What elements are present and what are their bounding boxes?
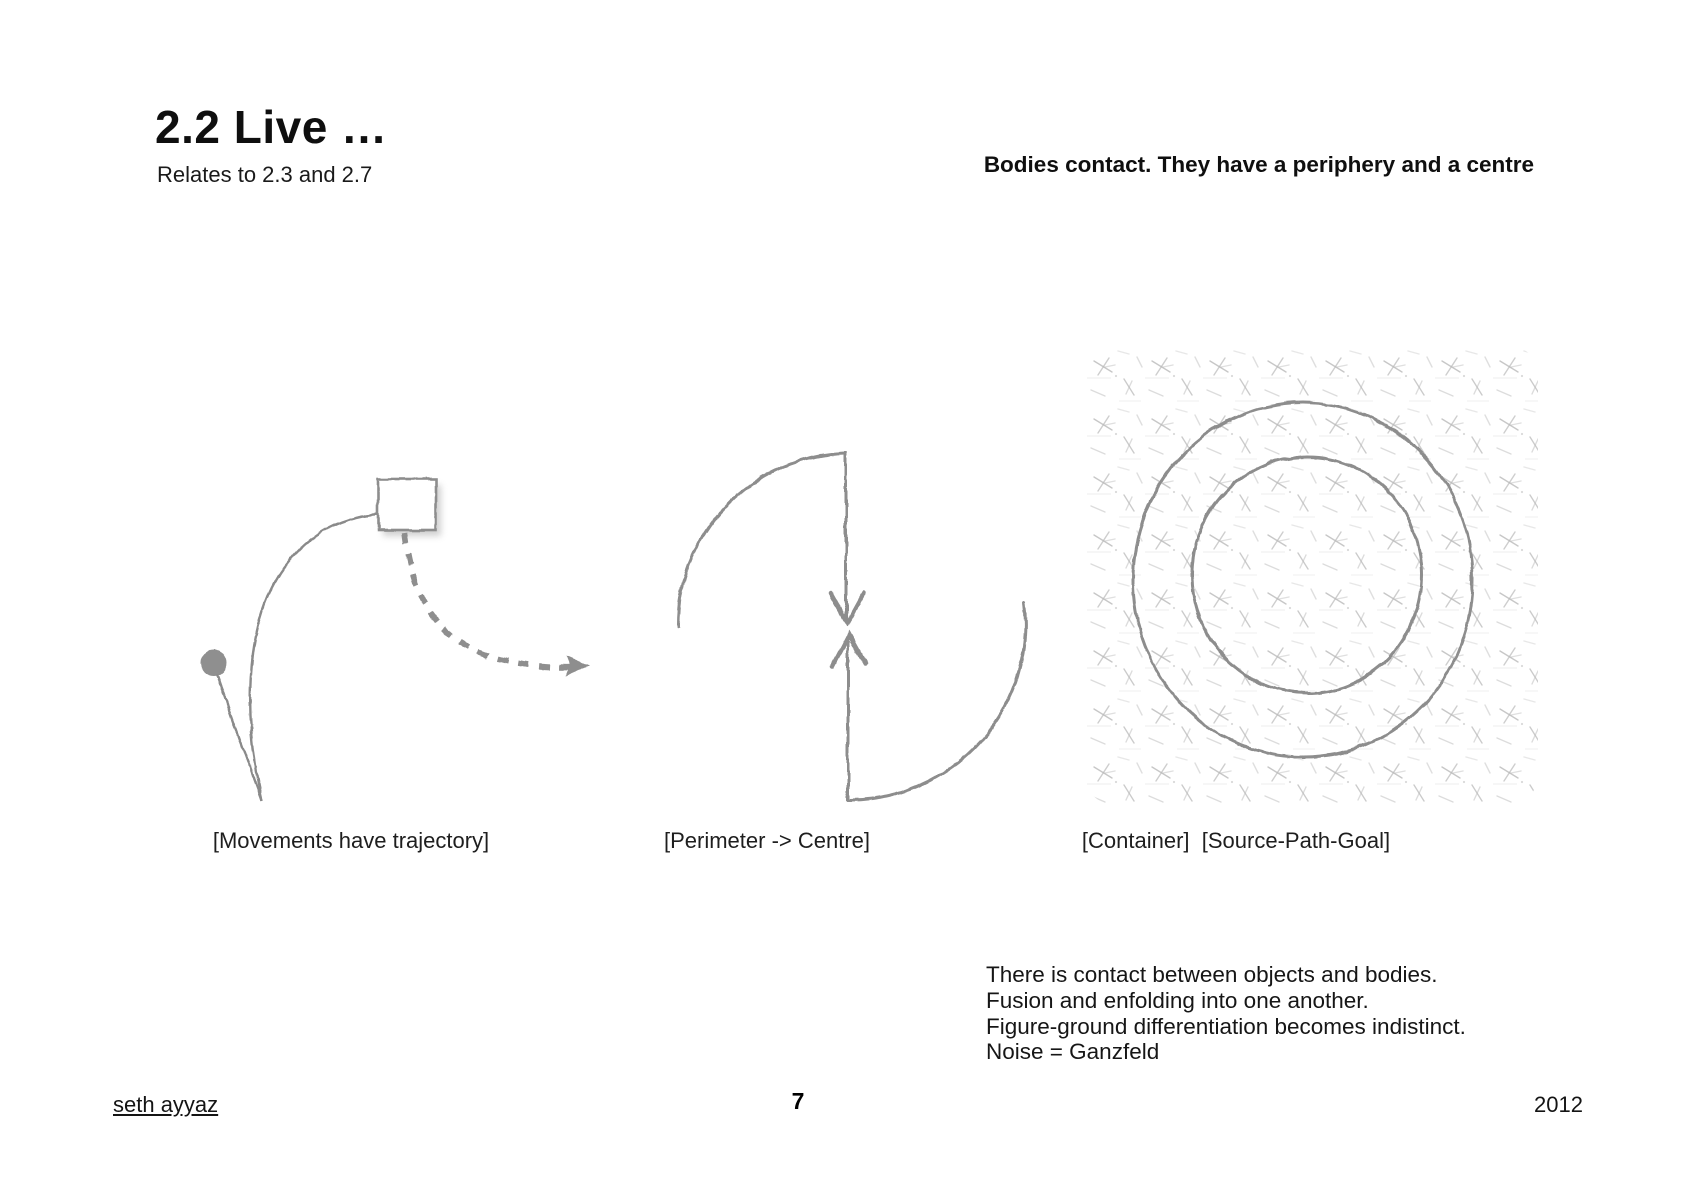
footer-year: 2012 — [1534, 1092, 1583, 1117]
headline-text: Bodies contact. They have a periphery and a centre — [983, 152, 1534, 177]
figure-label-trajectory: [Movements have trajectory] — [212, 828, 490, 853]
perimeter-centre-diagram — [620, 430, 1060, 820]
trajectory-line — [217, 674, 262, 800]
notes-block — [986, 962, 1466, 1065]
footer-author: seth ayyaz — [113, 1092, 219, 1117]
page-number: 7 — [791, 1088, 805, 1114]
page-subtitle: Relates to 2.3 and 2.7 — [157, 162, 373, 187]
start-dot — [201, 650, 227, 676]
note-line: Fusion and enfolding into one another. — [986, 987, 1369, 1013]
trajectory-curve — [250, 514, 378, 800]
motion-dashed-arrow — [405, 533, 573, 667]
figure-label-perimeter: [Perimeter -> Centre] — [663, 828, 870, 853]
note-line: There is contact between objects and bodies. — [986, 962, 1438, 987]
note-line: Figure-ground differentiation becomes indistinct. — [986, 1013, 1466, 1039]
figure-label-container: [Container] [Source-Path-Goal] — [1081, 828, 1391, 853]
trajectory-diagram — [140, 420, 620, 890]
container-diagram — [1085, 345, 1538, 805]
object-square — [378, 479, 436, 530]
container-texture — [1085, 345, 1538, 805]
arc-lower-right — [848, 602, 1025, 800]
page-title: 2.2 Live … — [155, 101, 388, 153]
note-line: Noise = Ganzfeld — [986, 1039, 1160, 1065]
arc-upper-left — [678, 453, 846, 627]
